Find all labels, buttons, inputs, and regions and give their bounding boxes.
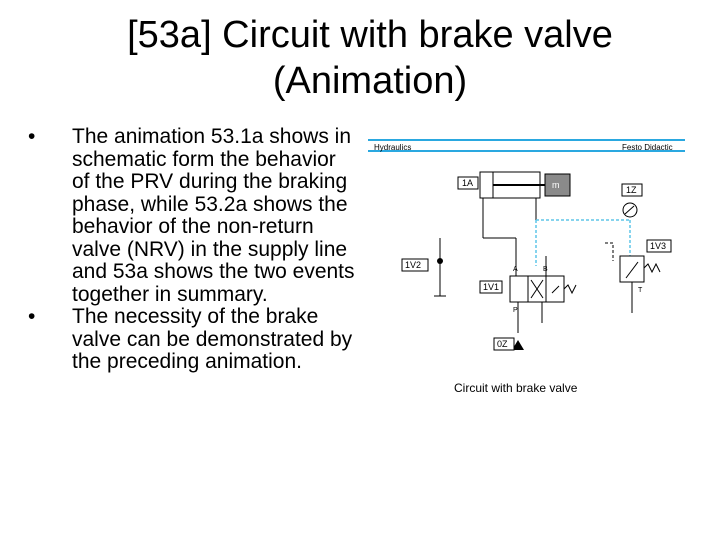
gauge-needle [625, 206, 634, 214]
cylinder-label: 1A [462, 178, 474, 188]
brake-valve-arrow [626, 262, 638, 278]
dir-valve-port-a: A [513, 266, 518, 273]
bullet-text: The animation 53.1a shows in schematic form the behavior of the PRV during the braking phase, while 53.2a shows the behavior of the non-return valve (NRV) in the supply line and 53a shows the two events together in summary. [72, 125, 355, 306]
gauge-label: 1Z [626, 185, 637, 195]
brake-valve-label: 1V3 [650, 241, 667, 251]
header-right-text: Festo Didactic [622, 143, 673, 152]
brake-valve-body [620, 256, 644, 282]
dir-valve-label: 1V1 [483, 282, 500, 292]
dir-valve-port-b: B [543, 266, 548, 273]
dir-valve-arrow [552, 286, 559, 293]
title-line-2: (Animation) [272, 60, 468, 102]
bullet-list [28, 126, 358, 374]
mass-label: m [552, 180, 560, 190]
pump-label: 0Z [497, 339, 508, 349]
dir-valve-spring [564, 285, 576, 293]
brake-valve-spring [644, 264, 660, 272]
circuit-diagram [360, 128, 690, 410]
bullet-dot: • [28, 125, 36, 148]
dir-valve-box-1 [510, 276, 528, 302]
title-line-1: [53a] Circuit with brake valve [127, 14, 613, 56]
check-valve-label: 1V2 [405, 260, 422, 270]
header-left-text: Hydraulics [374, 143, 412, 152]
bullet-item [28, 126, 358, 306]
circuit-svg [360, 128, 690, 410]
dir-valve-box-3 [546, 276, 564, 302]
diagram-caption: Circuit with brake valve [454, 381, 578, 395]
dir-valve-port-p: P [513, 307, 518, 314]
brake-valve-port-t: T [638, 287, 643, 294]
bullet-text: The necessity of the brake valve can be demonstrated by the preceding animation. [72, 305, 353, 373]
slide-title [40, 12, 700, 104]
bullet-dot: • [28, 305, 36, 328]
check-valve-ball [437, 258, 443, 264]
bullet-item [28, 306, 358, 374]
brake-valve-pilot [605, 243, 613, 261]
